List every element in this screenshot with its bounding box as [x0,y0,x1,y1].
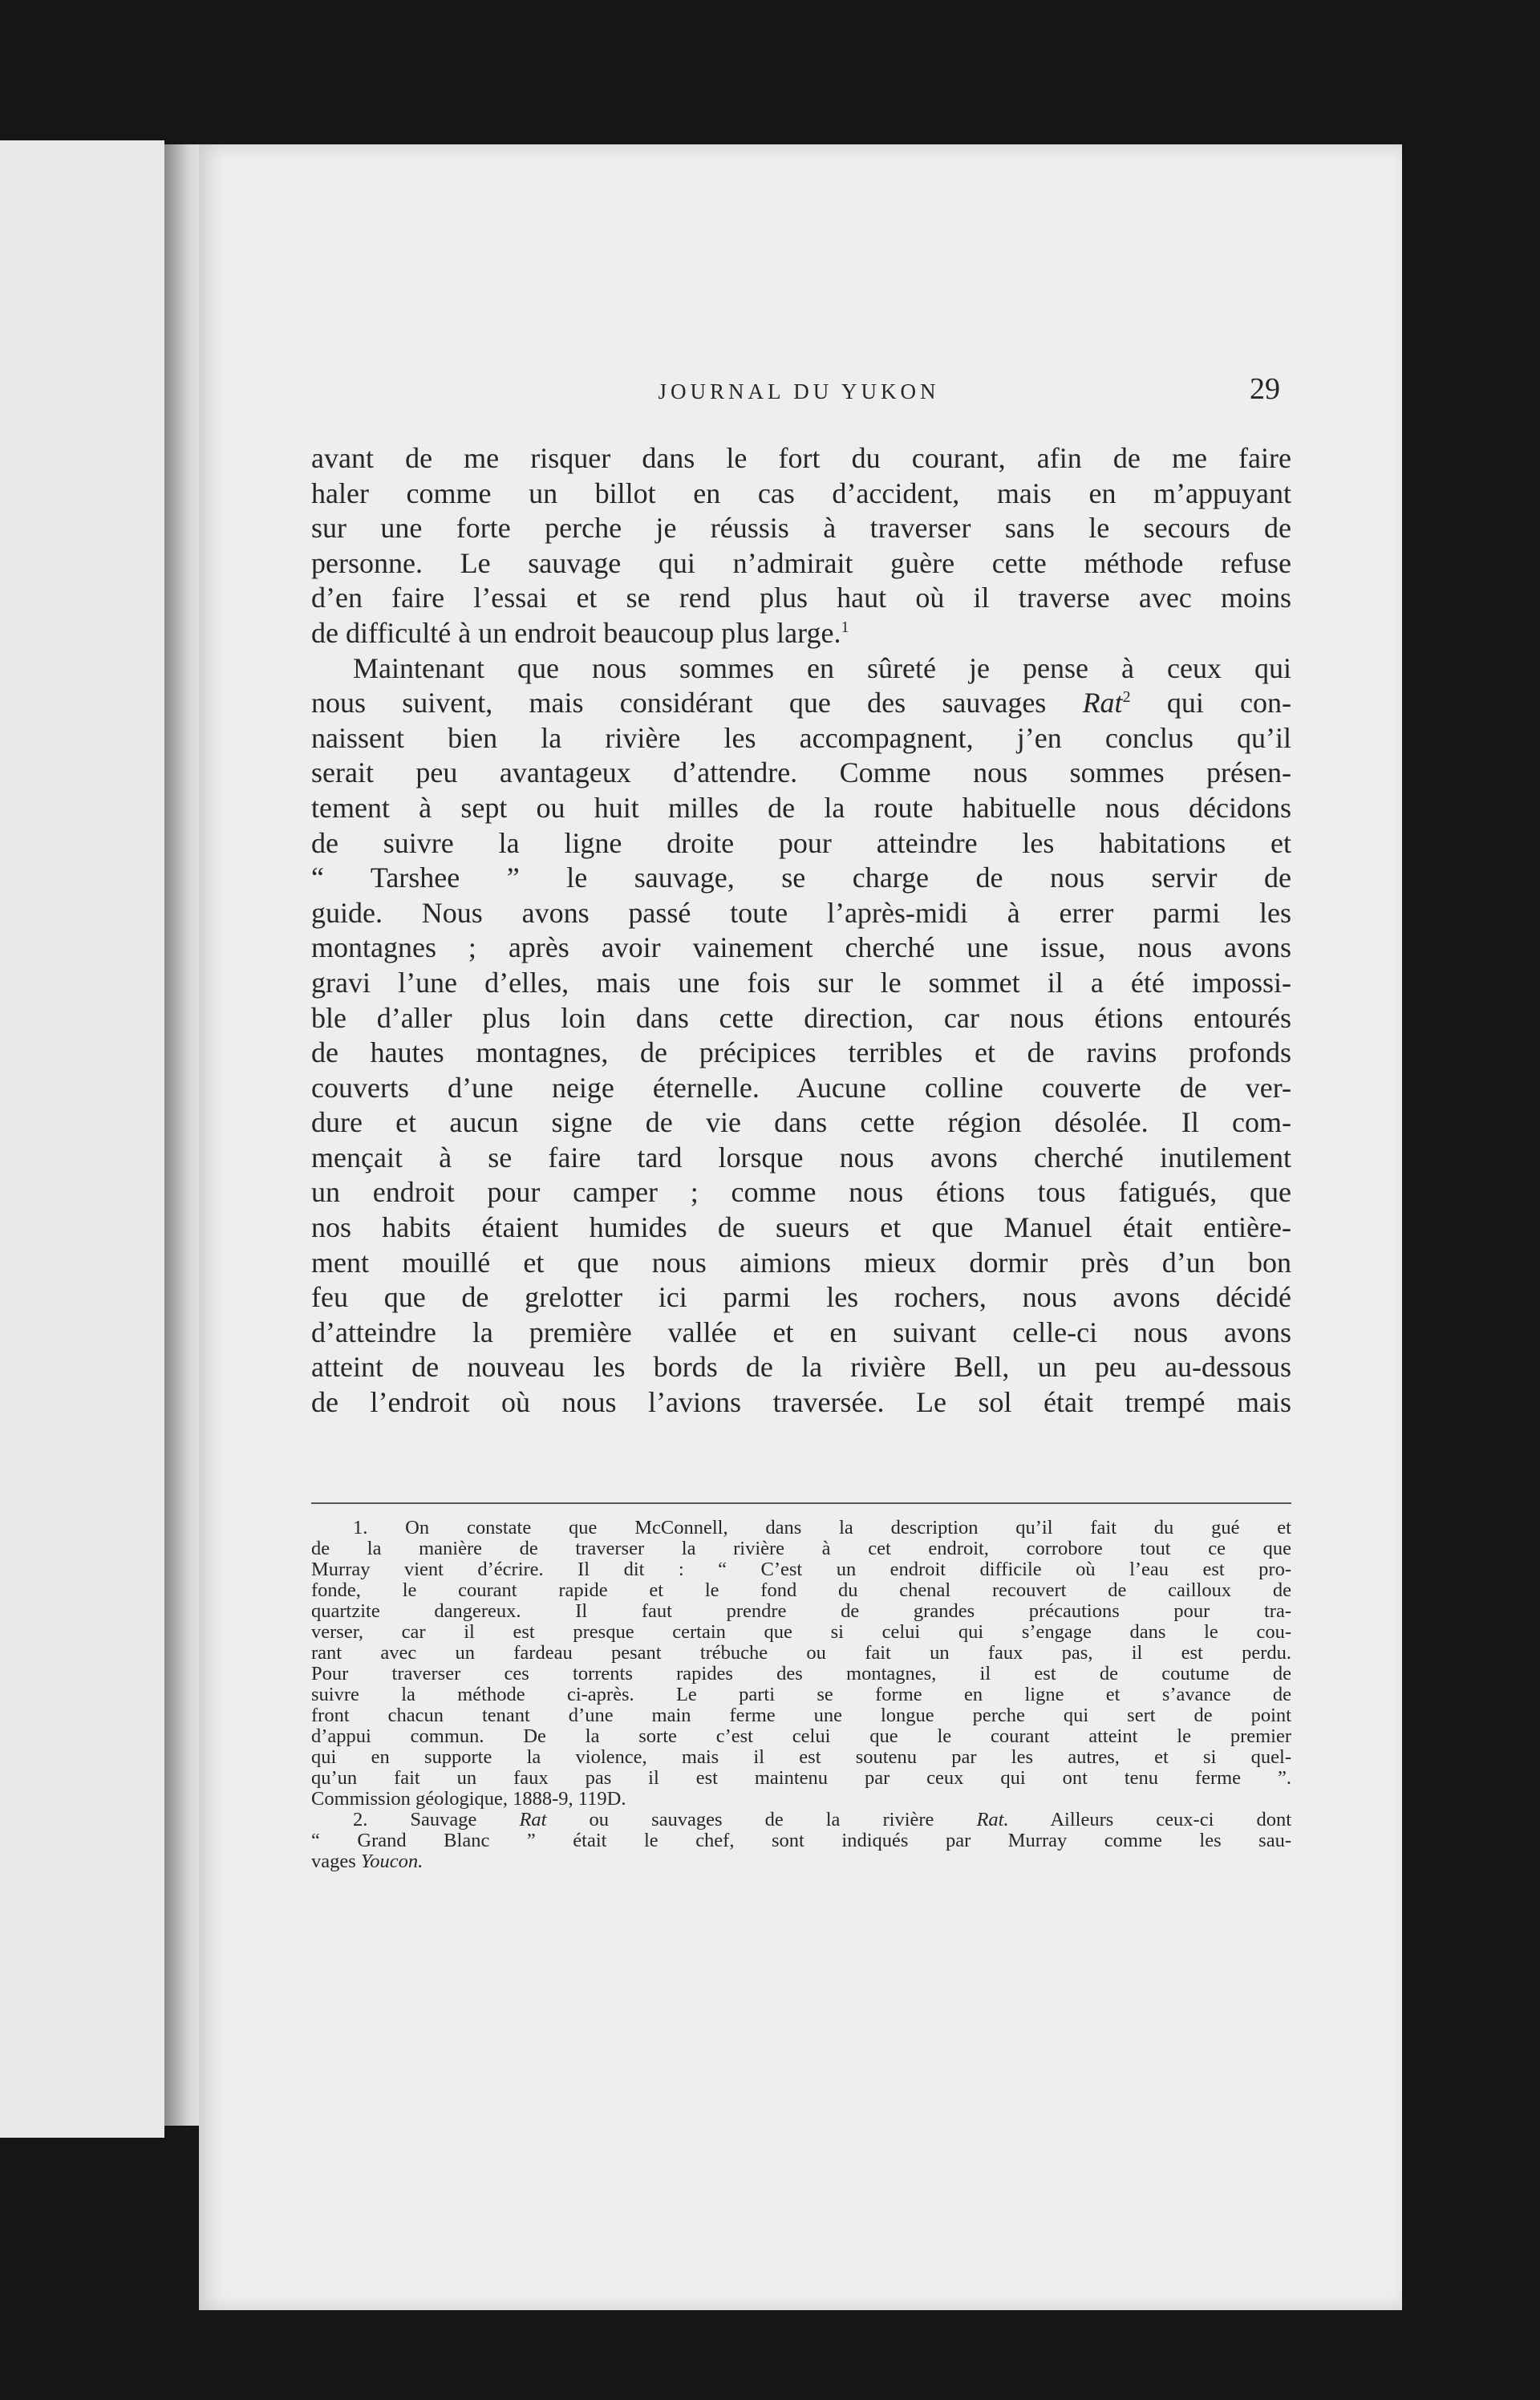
italic-youcon: Youcon. [360,1851,424,1872]
footnote-line: Pour traverser ces torrents rapides des montagnes, il est de coutume de [311,1663,1291,1684]
text-segment: Ailleurs ceux-ci dont [1050,1809,1291,1830]
text-line: haler comme un billot en cas d’accident, mais en m’appuyant [311,476,1291,509]
text-line: personne. Le sauvage qui n’admirait guère cette méthode refuse [311,546,1291,579]
text-line: de suivre la ligne droite pour atteindre les habitations et [311,826,1291,859]
text-line: tement à sept ou huit milles de la route habituelle nous décidons [311,791,1291,824]
facing-page [0,140,164,2138]
text-line: dure et aucun signe de vie dans cette région désolée. Il com- [311,1106,1291,1139]
text-segment: de difficulté à un endroit beaucoup plus large. [311,616,841,649]
text-line: gravi l’une d’elles, mais une fois sur le sommet il a été impossi- [311,966,1291,999]
text-line: mençait à se faire tard lorsque nous avons cherché inutilement [311,1141,1291,1174]
footnote-line: de la manière de traverser la rivière à cet endroit, corrobore tout ce que [311,1538,1291,1559]
text-line: “ Tarshee ” le sauvage, se charge de nous servir de [311,861,1291,894]
text-line: feu que de grelotter ici parmi les rochers, nous avons décidé [311,1281,1291,1314]
text-segment: 2. Sauvage [353,1809,477,1830]
text-line: couverts d’une neige éternelle. Aucune colline couverte de ver- [311,1071,1291,1104]
text-line: ment mouillé et que nous aimions mieux dormir près d’un bon [311,1246,1291,1279]
text-segment: vages [311,1851,356,1872]
footnote-line: fonde, le courant rapide et le fond du chenal recouvert de cailloux de [311,1579,1291,1601]
text-line: guide. Nous avons passé toute l’après-midi à errer parmi les [311,896,1291,929]
footnote-line: qu’un fait un faux pas il est maintenu par ceux qui ont tenu ferme ”. [311,1767,1291,1789]
footnote-line: suivre la méthode ci-après. Le parti se forme en ligne et s’avance de [311,1684,1291,1705]
footnote-line: quartzite dangereux. Il faut prendre de grandes précautions pour tra- [311,1600,1291,1622]
footnote-line: “ Grand Blanc ” était le chef, sont indiqués par Murray comme les sau- [311,1830,1291,1851]
footnote-line: front chacun tenant d’une main ferme une longue perche qui sert de point [311,1705,1291,1726]
italic-rat: Rat. [976,1809,1009,1830]
footnote-line: Commission géologique, 1888-9, 119D. [311,1788,626,1810]
footnote-line: verser, car il est presque certain que si celui qui s’engage dans le cou- [311,1621,1291,1643]
text-line [311,686,1291,721]
text-segment: ou sauvages de la rivière [589,1809,934,1830]
page-header [318,371,1280,420]
footnote-rule [311,1502,1291,1504]
footnote-line [311,1851,1291,1872]
text-segment: nous suivent, mais considérant que des sauvages [311,687,1047,720]
paragraph-2 [311,651,1291,1421]
text-line: un endroit pour camper ; comme nous étions tous fatigués, que [311,1176,1291,1209]
running-head: JOURNAL DU YUKON [658,379,940,403]
text-line: d’atteindre la première vallée et en suivant celle-ci nous avons [311,1316,1291,1348]
footnotes [311,1518,1291,1872]
text-line: atteint de nouveau les bords de la rivière Bell, un peu au-dessous [311,1351,1291,1384]
text-line: ble d’aller plus loin dans cette direction, car nous étions entourés [311,1001,1291,1034]
text-line: sur une forte perche je réussis à traverser sans le secours de [311,512,1291,545]
footnote-ref-1: 1 [841,618,849,636]
footnote-line: Murray vient d’écrire. Il dit : “ C’est un endroit difficile où l’eau est pro- [311,1559,1291,1580]
text-line: avant de me risquer dans le fort du courant, afin de me faire [311,442,1291,474]
body-text [311,441,1291,1421]
text-line: naissent bien la rivière les accompagnent, j’en conclus qu’il [311,721,1291,754]
italic-rat: Rat [1082,687,1123,720]
text-line: montagnes ; après avoir vainement cherché une issue, nous avons [311,931,1291,964]
text-line [311,616,1291,651]
paragraph-1 [311,441,1291,651]
book-page [199,144,1402,2310]
footnote-line: d’appui commun. De la sorte c’est celui que le courant atteint le premier [311,1725,1291,1747]
footnote-ref-2: 2 [1122,688,1131,707]
footnote-line: rant avec un fardeau pesant trébuche ou fait un faux pas, il est perdu. [311,1642,1291,1664]
text-line: de hautes montagnes, de précipices terribles et de ravins profonds [311,1036,1291,1069]
footnote-1 [311,1518,1291,1810]
text-line: nos habits étaient humides de sueurs et que Manuel était entière- [311,1211,1291,1244]
text-line: serait peu avantageux d’attendre. Comme nous sommes présen- [311,756,1291,789]
footnote-2 [311,1810,1291,1872]
footnote-line: qui en supporte la violence, mais il est soutenu par les autres, et si quel- [311,1746,1291,1768]
footnote-line [311,1810,1291,1830]
text-line: d’en faire l’essai et se rend plus haut où il traverse avec moins [311,582,1291,614]
text-line: Maintenant que nous sommes en sûreté je pense à ceux qui [353,651,1291,684]
text-line: de l’endroit où nous l’avions traversée. Le sol était trempé mais [311,1386,1291,1419]
footnote-line: 1. On constate que McConnell, dans la description qu’il fait du gué et [353,1517,1291,1539]
text-segment: qui con- [1166,687,1292,720]
page-number: 29 [1250,372,1280,406]
italic-rat: Rat [519,1809,547,1830]
